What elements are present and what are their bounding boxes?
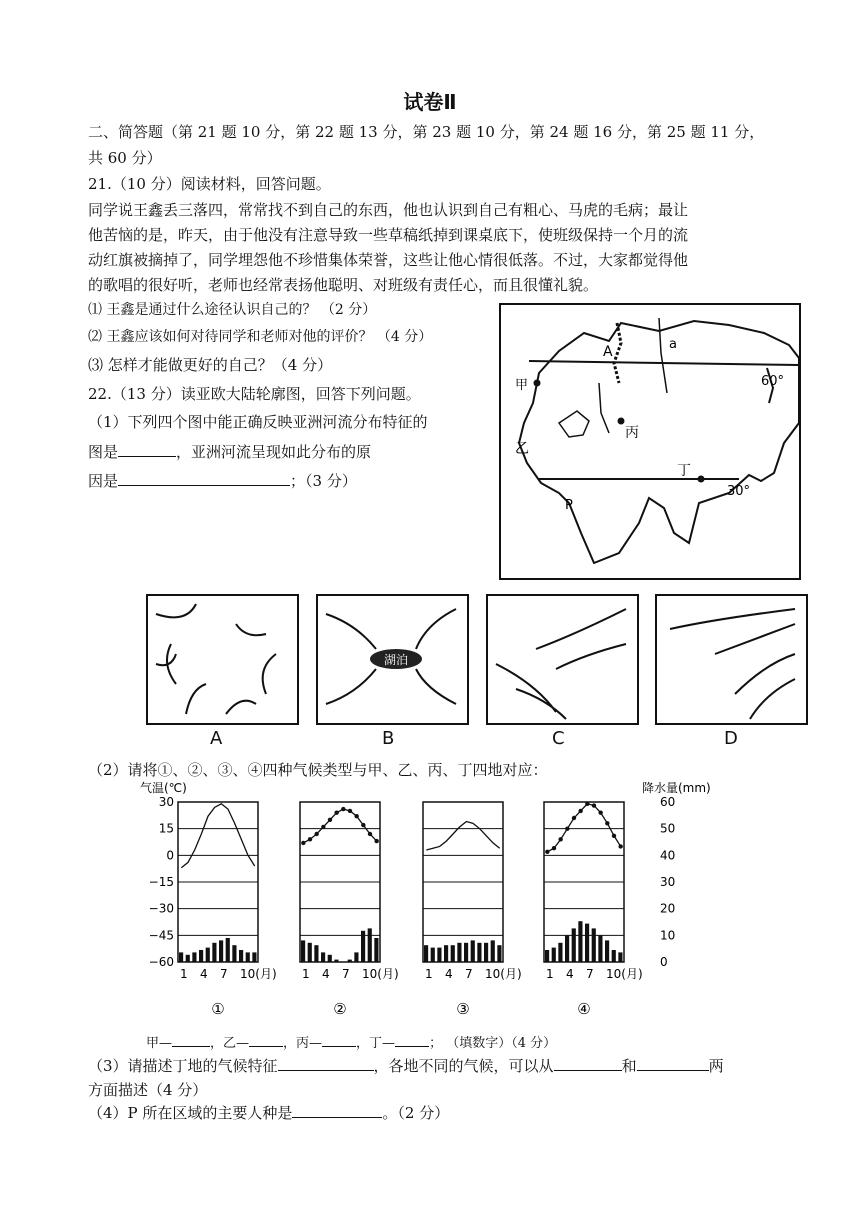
- precipitation-bar: [219, 940, 223, 962]
- q22-stem: 22.（13 分）读亚欧大陆轮廓图，回答下列问题。: [88, 385, 421, 403]
- answer-blank[interactable]: [322, 1030, 356, 1047]
- q21-question-2: ⑵ 王鑫应该如何对待同学和老师对他的评价？ （4 分）: [88, 329, 433, 345]
- precipitation-bar: [308, 943, 312, 962]
- precipitation-bar: [186, 955, 190, 962]
- river-option-label: C: [552, 728, 565, 749]
- temperature-point: [592, 803, 596, 807]
- q22-part2: （2）请将①、②、③、④四种气候类型与甲、乙、丙、丁四地对应：: [88, 761, 548, 779]
- river-figure-d: [655, 594, 809, 726]
- month-tick-label: 1: [302, 967, 310, 981]
- temperature-point: [552, 846, 556, 850]
- q21-material-line: 的歌唱的很好听，老师也经常表扬他聪明、对班级有责任心，而且很懂礼貌。: [88, 276, 599, 294]
- month-tick-label: 7: [220, 967, 228, 981]
- precipitation-bar: [334, 960, 338, 962]
- river-option-label: D: [724, 728, 738, 749]
- precipitation-bar: [301, 940, 305, 962]
- section-heading: 二、简答题（第 21 题 10 分，第 22 题 13 分，第 23 题 10 分，第 24 题 16 分，第 25 题 11 分，: [88, 123, 765, 141]
- temperature-point: [374, 839, 378, 843]
- precipitation-bar: [585, 924, 589, 962]
- temperature-point: [301, 841, 305, 845]
- answer-blank[interactable]: [278, 1054, 374, 1071]
- temperature-point: [572, 816, 576, 820]
- precipitation-bar: [239, 950, 243, 962]
- q21-stem: 21.（10 分）阅读材料，回答问题。: [88, 175, 331, 193]
- month-tick-label: 7: [465, 967, 473, 981]
- precipitation-bar: [477, 943, 481, 962]
- precipitation-bar: [464, 943, 468, 962]
- climate-chart-label: ②: [333, 1000, 347, 1018]
- precipitation-bar: [226, 938, 230, 962]
- precipitation-bar: [431, 948, 435, 962]
- month-tick-label: 4: [566, 967, 574, 981]
- q22-part1-line3: 因是 ；（3 分）: [88, 469, 357, 493]
- precipitation-bar: [484, 943, 488, 962]
- map-label: 丁: [677, 463, 691, 479]
- month-tick-label: 1: [180, 967, 188, 981]
- precip-tick-label: 60: [660, 795, 676, 809]
- precip-tick-label: 40: [660, 848, 676, 863]
- precipitation-bar: [451, 945, 455, 962]
- answer-blank[interactable]: [118, 440, 176, 457]
- month-tick-label: 10(月): [240, 967, 277, 981]
- precipitation-bar: [199, 950, 203, 962]
- answer-blank[interactable]: [249, 1030, 283, 1047]
- river-figure-b: [316, 594, 470, 726]
- precipitation-bar: [212, 943, 216, 962]
- precip-tick-label: 10: [660, 928, 676, 943]
- left-axis-label: 气温(℃): [140, 781, 187, 795]
- temperature-curve: [181, 804, 254, 868]
- precipitation-bar: [252, 952, 256, 962]
- month-tick-label: 10(月): [485, 967, 522, 981]
- temperature-point: [308, 837, 312, 841]
- precipitation-bar: [457, 943, 461, 962]
- precipitation-bar: [232, 945, 236, 962]
- q21-question-1: ⑴ 王鑫是通过什么途径认识自己的？ （2 分）: [88, 302, 377, 318]
- answer-blank[interactable]: [637, 1054, 709, 1071]
- temperature-point: [321, 825, 325, 829]
- climate-chart-label: ①: [211, 1000, 225, 1018]
- q22-part1-line1: （1）下列四个图中能正确反映亚洲河流分布特征的: [88, 413, 428, 431]
- precipitation-bar: [374, 938, 378, 962]
- month-tick-label: 1: [425, 967, 433, 981]
- answer-blank[interactable]: [172, 1030, 210, 1047]
- month-tick-label: 1: [546, 967, 554, 981]
- temperature-point: [618, 844, 622, 848]
- precipitation-bar: [612, 950, 616, 962]
- map-label: 60°: [761, 374, 785, 389]
- precipitation-bar: [471, 940, 475, 962]
- temp-tick-label: 30: [158, 795, 174, 809]
- precipitation-bar: [246, 952, 250, 962]
- temperature-point: [361, 823, 365, 827]
- map-label: a: [669, 337, 677, 352]
- month-tick-label: 7: [342, 967, 350, 981]
- month-tick-label: 4: [445, 967, 453, 981]
- precipitation-bar: [558, 943, 562, 962]
- precipitation-bar: [206, 948, 210, 962]
- map-label: 丙: [625, 425, 639, 441]
- map-label: P: [565, 498, 573, 513]
- precipitation-bar: [552, 948, 556, 962]
- temp-tick-label: 0: [166, 848, 174, 863]
- temperature-point: [314, 832, 318, 836]
- precipitation-bar: [314, 945, 318, 962]
- precip-tick-label: 50: [660, 821, 676, 836]
- river-figure-c: [486, 594, 640, 726]
- precipitation-bar: [444, 945, 448, 962]
- climate-chart-label: ④: [577, 1000, 591, 1018]
- temperature-curve: [426, 822, 499, 850]
- temperature-curve: [303, 809, 376, 843]
- temperature-point: [328, 818, 332, 822]
- section-heading-cont: 共 60 分）: [88, 149, 162, 167]
- precipitation-bar: [354, 952, 358, 962]
- precipitation-bar: [179, 952, 183, 962]
- precipitation-bar: [578, 921, 582, 962]
- precipitation-bar: [424, 945, 428, 962]
- temperature-curve: [547, 804, 620, 852]
- river-figure-a: [146, 594, 300, 726]
- month-tick-label: 4: [322, 967, 330, 981]
- temp-tick-label: −30: [148, 901, 174, 916]
- precipitation-bar: [618, 952, 622, 962]
- precip-tick-label: 30: [660, 875, 676, 889]
- climate-charts: [140, 778, 720, 1028]
- answer-blank[interactable]: [118, 469, 290, 486]
- temperature-point: [334, 810, 338, 814]
- q22-answer-line: 甲— ，乙— ，丙— ，丁— ； （填数字）（4 分）: [146, 1030, 556, 1051]
- temperature-point: [585, 802, 589, 806]
- temperature-point: [368, 832, 372, 836]
- temperature-point: [612, 834, 616, 838]
- right-axis-label: 降水量(mm): [642, 781, 711, 795]
- month-tick-label: 4: [200, 967, 208, 981]
- precipitation-bar: [497, 945, 501, 962]
- q21-question-3: ⑶ 怎样才能做更好的自己？（4 分）: [88, 356, 333, 374]
- temperature-point: [605, 821, 609, 825]
- precipitation-bar: [321, 952, 325, 962]
- precipitation-bar: [545, 950, 549, 962]
- page-title: 试卷Ⅱ: [403, 90, 457, 114]
- lake-label: 湖泊: [383, 653, 409, 667]
- map-label: 30°: [727, 484, 751, 499]
- answer-blank[interactable]: [395, 1030, 429, 1047]
- temp-tick-label: −45: [148, 928, 174, 943]
- precipitation-bar: [592, 928, 596, 962]
- eurasia-map: [499, 303, 801, 580]
- map-label: 乙: [515, 441, 529, 457]
- precipitation-bar: [348, 960, 352, 962]
- precipitation-bar: [605, 940, 609, 962]
- temperature-point: [558, 837, 562, 841]
- month-tick-label: 10(月): [362, 967, 399, 981]
- precipitation-bar: [598, 936, 602, 962]
- temp-tick-label: −15: [148, 875, 174, 889]
- q21-material-line: 同学说王鑫丢三落四，常常找不到自己的东西，他也认识到自己有粗心、马虎的毛病；最让: [88, 201, 689, 219]
- month-tick-label: 7: [586, 967, 594, 981]
- temperature-point: [341, 807, 345, 811]
- precipitation-bar: [192, 952, 196, 962]
- precipitation-bar: [361, 931, 365, 962]
- river-option-label: B: [382, 728, 395, 749]
- precipitation-bar: [328, 955, 332, 962]
- temperature-point: [354, 814, 358, 818]
- temperature-point: [348, 809, 352, 813]
- month-tick-label: 10(月): [606, 967, 643, 981]
- climate-chart-label: ③: [456, 1000, 470, 1018]
- precip-tick-label: 0: [660, 955, 668, 969]
- map-label: 甲: [515, 378, 529, 393]
- q21-material-line: 动红旗被摘掉了，同学埋怨他不珍惜集体荣誉，这些让他心情很低落。不过，大家都觉得他: [88, 251, 689, 269]
- temperature-point: [565, 826, 569, 830]
- temperature-point: [545, 850, 549, 854]
- map-label: A: [603, 344, 613, 360]
- precipitation-bar: [565, 936, 569, 962]
- q22-part3-cont: 方面描述（4 分）: [88, 1081, 208, 1099]
- precip-tick-label: 20: [660, 901, 676, 916]
- precipitation-bar: [368, 928, 372, 962]
- q22-part1-line2: 图是 ，亚洲河流呈现如此分布的原: [88, 440, 371, 464]
- temperature-point: [598, 810, 602, 814]
- temperature-point: [578, 809, 582, 813]
- temp-tick-label: 15: [158, 821, 174, 836]
- q22-part4: （4）P 所在区域的主要人种是 。（2 分）: [88, 1101, 449, 1125]
- precipitation-bar: [491, 940, 495, 962]
- precipitation-bar: [572, 928, 576, 962]
- temp-tick-label: −60: [148, 955, 174, 969]
- river-option-label: A: [210, 728, 223, 749]
- q21-material-line: 他苦恼的是，昨天，由于他没有注意导致一些草稿纸掉到课桌底下，使班级保持一个月的流: [88, 226, 689, 244]
- answer-blank[interactable]: [554, 1054, 622, 1071]
- answer-blank[interactable]: [292, 1101, 382, 1118]
- q22-part3: （3）请描述丁地的气候特征 ，各地不同的气候，可以从 和 两: [88, 1054, 724, 1078]
- precipitation-bar: [437, 948, 441, 962]
